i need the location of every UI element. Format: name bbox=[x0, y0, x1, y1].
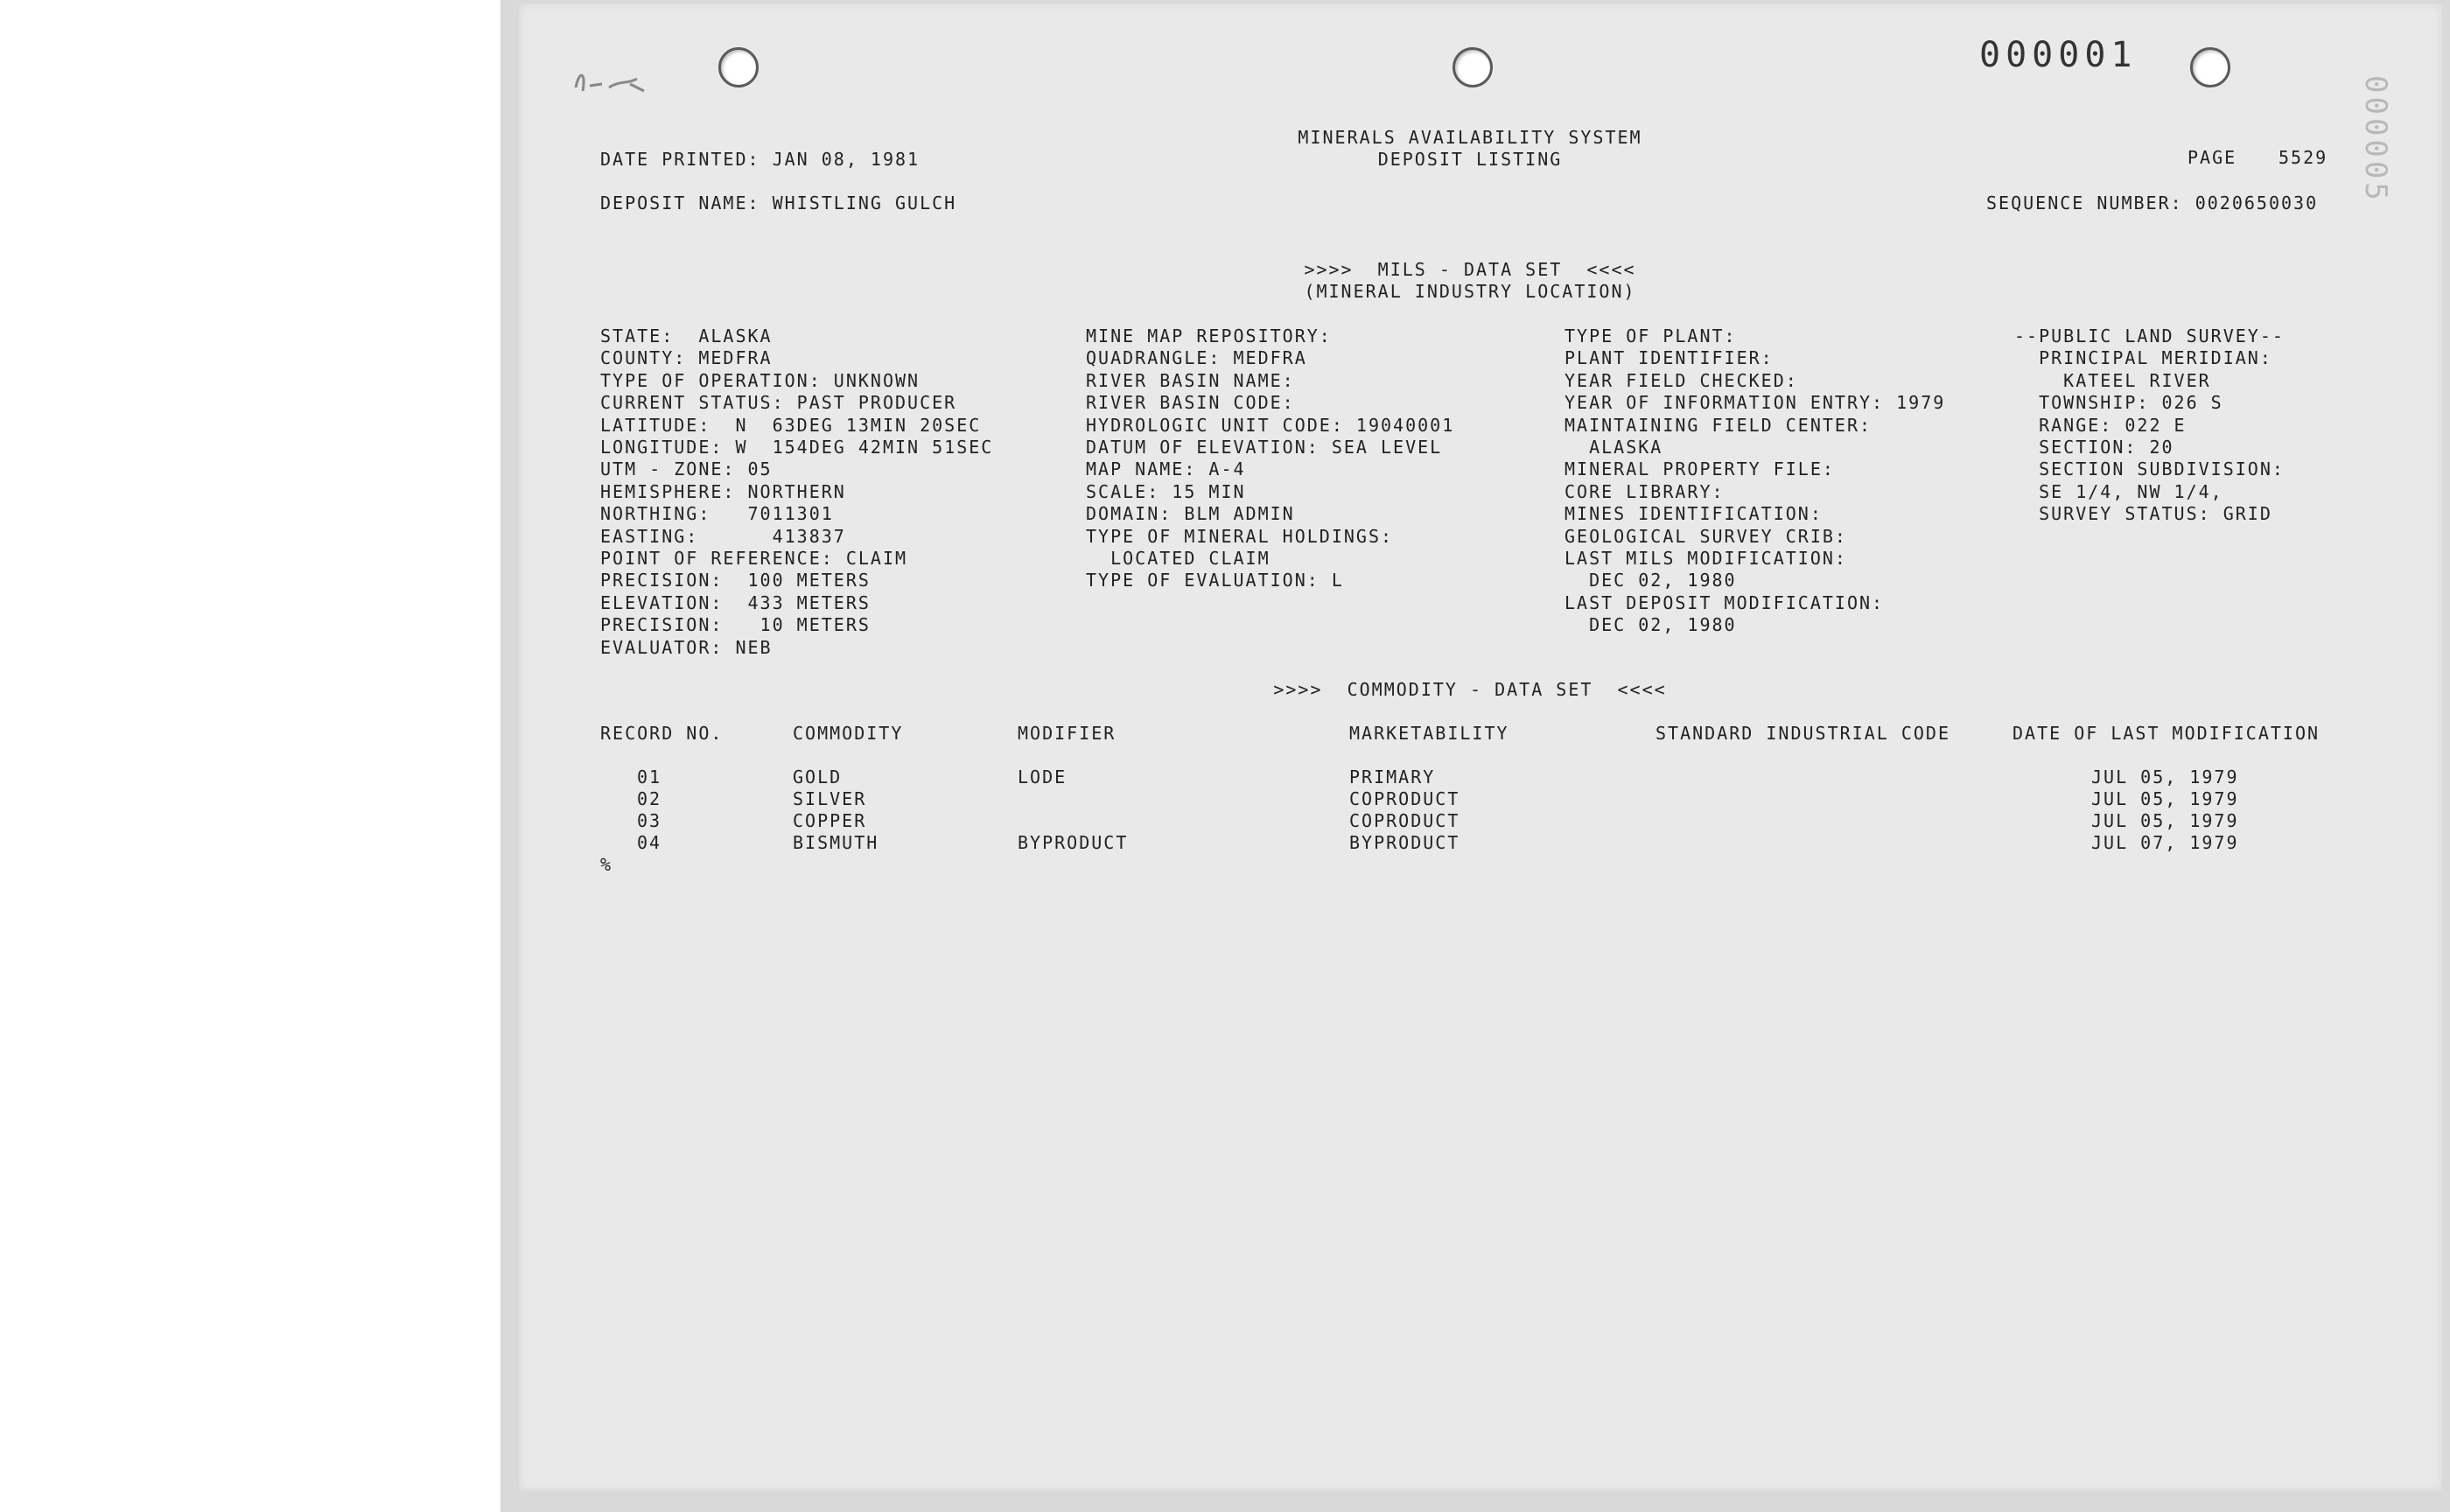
header-marketability: MARKETABILITY bbox=[1349, 723, 1509, 744]
location-field-line: YEAR FIELD CHECKED: bbox=[1564, 369, 1798, 391]
date-printed: DATE PRINTED: JAN 08, 1981 bbox=[600, 149, 920, 170]
punch-hole-right bbox=[2190, 47, 2230, 88]
location-field-line: TYPE OF OPERATION: UNKNOWN bbox=[600, 369, 920, 391]
location-field-line: HYDROLOGIC UNIT CODE: 19040001 bbox=[1086, 414, 1455, 436]
location-field-line: COUNTY: MEDFRA bbox=[600, 347, 773, 369]
cell-marketability: BYPRODUCT bbox=[1349, 832, 1460, 853]
location-field-line: QUADRANGLE: MEDFRA bbox=[1086, 347, 1307, 369]
cell-commodity: SILVER bbox=[793, 788, 867, 809]
end-marker: % bbox=[600, 854, 613, 875]
survey-field-line: SECTION: 20 bbox=[2014, 437, 2174, 458]
cell-date-of-last-modification: JUL 07, 1979 bbox=[2091, 832, 2239, 853]
cell-commodity: COPPER bbox=[793, 810, 867, 831]
location-field-line: EVALUATOR: NEB bbox=[600, 636, 773, 658]
location-field-line: PRECISION: 100 METERS bbox=[600, 570, 871, 592]
location-field-line: ELEVATION: 433 METERS bbox=[600, 592, 871, 613]
cell-date-of-last-modification: JUL 05, 1979 bbox=[2091, 788, 2239, 809]
header-standard-industrial-code: STANDARD INDUSTRIAL CODE bbox=[1656, 723, 1950, 744]
location-field-line: CURRENT STATUS: PAST PRODUCER bbox=[600, 392, 957, 414]
location-field-line: MINES IDENTIFICATION: bbox=[1564, 503, 1823, 525]
cell-modifier: LODE bbox=[1018, 766, 1068, 788]
location-field-line: LATITUDE: N 63DEG 13MIN 20SEC bbox=[600, 414, 982, 436]
location-column-1 bbox=[600, 326, 993, 659]
location-field-line: LAST MILS MODIFICATION: bbox=[1564, 548, 1847, 570]
cell-date-of-last-modification: JUL 05, 1979 bbox=[2091, 766, 2239, 788]
page-stamp: 000001 bbox=[1979, 35, 2138, 75]
location-field-line: DEC 02, 1980 bbox=[1564, 614, 1737, 636]
location-column-3 bbox=[1564, 326, 1945, 637]
location-field-line: DEC 02, 1980 bbox=[1564, 570, 1737, 592]
location-field-line: MINE MAP REPOSITORY: bbox=[1086, 326, 1332, 346]
cell-commodity: BISMUTH bbox=[793, 832, 879, 853]
handwritten-mark bbox=[567, 61, 663, 105]
cell-record-no: 03 bbox=[637, 810, 662, 831]
location-field-line: PRECISION: 10 METERS bbox=[600, 614, 871, 636]
cell-modifier: BYPRODUCT bbox=[1018, 832, 1129, 853]
survey-field-line: --PUBLIC LAND SURVEY-- bbox=[2014, 326, 2285, 346]
deposit-name: DEPOSIT NAME: WHISTLING GULCH bbox=[600, 192, 957, 214]
location-field-line: LONGITUDE: W 154DEG 42MIN 51SEC bbox=[600, 437, 994, 458]
public-land-survey-column bbox=[2014, 326, 2285, 526]
location-field-line: DATUM OF ELEVATION: SEA LEVEL bbox=[1086, 437, 1443, 458]
location-field-line: YEAR OF INFORMATION ENTRY: 1979 bbox=[1564, 392, 1946, 414]
listing-title: DEPOSIT LISTING bbox=[1377, 149, 1563, 170]
cell-date-of-last-modification: JUL 05, 1979 bbox=[2091, 810, 2239, 831]
survey-field-line: TOWNSHIP: 026 S bbox=[2014, 392, 2223, 414]
location-field-line: RIVER BASIN NAME: bbox=[1086, 369, 1295, 391]
location-field-line: TYPE OF PLANT: bbox=[1564, 326, 1737, 346]
survey-field-line: RANGE: 022 E bbox=[2014, 414, 2187, 436]
location-field-line: TYPE OF MINERAL HOLDINGS: bbox=[1086, 525, 1394, 547]
location-field-line: POINT OF REFERENCE: CLAIM bbox=[600, 548, 908, 570]
location-field-line: SCALE: 15 MIN bbox=[1086, 480, 1246, 502]
cell-marketability: PRIMARY bbox=[1349, 766, 1436, 788]
cell-record-no: 04 bbox=[637, 832, 662, 853]
location-field-line: LOCATED CLAIM bbox=[1086, 548, 1270, 570]
mils-section-subtitle: (MINERAL INDUSTRY LOCATION) bbox=[1304, 281, 1636, 302]
cell-marketability: COPRODUCT bbox=[1349, 788, 1460, 809]
cell-marketability: COPRODUCT bbox=[1349, 810, 1460, 831]
survey-field-line: PRINCIPAL MERIDIAN: bbox=[2014, 347, 2272, 369]
cell-record-no: 01 bbox=[637, 766, 662, 788]
punch-hole-center bbox=[1452, 47, 1493, 88]
system-title: MINERALS AVAILABILITY SYSTEM bbox=[1298, 127, 1642, 148]
punch-hole-left bbox=[718, 47, 759, 88]
commodity-section-title: >>>> COMMODITY - DATA SET <<<< bbox=[1273, 679, 1667, 700]
side-stamp: 000005 bbox=[2358, 75, 2393, 204]
cell-record-no: 02 bbox=[637, 788, 662, 809]
location-field-line: HEMISPHERE: NORTHERN bbox=[600, 480, 846, 502]
location-field-line: NORTHING: 7011301 bbox=[600, 503, 834, 525]
header-commodity: COMMODITY bbox=[793, 723, 904, 744]
sequence-number: SEQUENCE NUMBER: 0020650030 bbox=[1986, 192, 2319, 214]
header-date-of-last-modification: DATE OF LAST MODIFICATION bbox=[2012, 723, 2320, 744]
mils-section-title: >>>> MILS - DATA SET <<<< bbox=[1304, 259, 1636, 280]
location-field-line: EASTING: 413837 bbox=[600, 525, 846, 547]
location-field-line: CORE LIBRARY: bbox=[1564, 480, 1725, 502]
deposit-listing-page bbox=[519, 4, 2442, 1491]
location-field-line: UTM - ZONE: 05 bbox=[600, 458, 773, 480]
location-field-line: TYPE OF EVALUATION: L bbox=[1086, 570, 1344, 592]
location-field-line: GEOLOGICAL SURVEY CRIB: bbox=[1564, 525, 1847, 547]
location-field-line: MINERAL PROPERTY FILE: bbox=[1564, 458, 1835, 480]
location-field-line: MAP NAME: A-4 bbox=[1086, 458, 1246, 480]
location-field-line: RIVER BASIN CODE: bbox=[1086, 392, 1295, 414]
location-field-line: ALASKA bbox=[1564, 437, 1663, 458]
survey-field-line: KATEEL RIVER bbox=[2014, 369, 2211, 391]
location-column-2 bbox=[1086, 326, 1454, 592]
location-field-line: MAINTAINING FIELD CENTER: bbox=[1564, 414, 1872, 436]
location-field-line: LAST DEPOSIT MODIFICATION: bbox=[1564, 592, 1885, 613]
page-number: 5529 bbox=[2278, 147, 2328, 168]
location-field-line: STATE: ALASKA bbox=[600, 326, 773, 346]
survey-field-line: SECTION SUBDIVISION: bbox=[2014, 458, 2285, 480]
survey-field-line: SE 1/4, NW 1/4, bbox=[2014, 480, 2223, 502]
page-label: PAGE bbox=[2188, 147, 2237, 168]
survey-field-line: SURVEY STATUS: GRID bbox=[2014, 503, 2272, 525]
location-field-line: DOMAIN: BLM ADMIN bbox=[1086, 503, 1295, 525]
header-record-no: RECORD NO. bbox=[600, 723, 724, 744]
cell-commodity: GOLD bbox=[793, 766, 843, 788]
header-modifier: MODIFIER bbox=[1018, 723, 1116, 744]
location-field-line: PLANT IDENTIFIER: bbox=[1564, 347, 1774, 369]
